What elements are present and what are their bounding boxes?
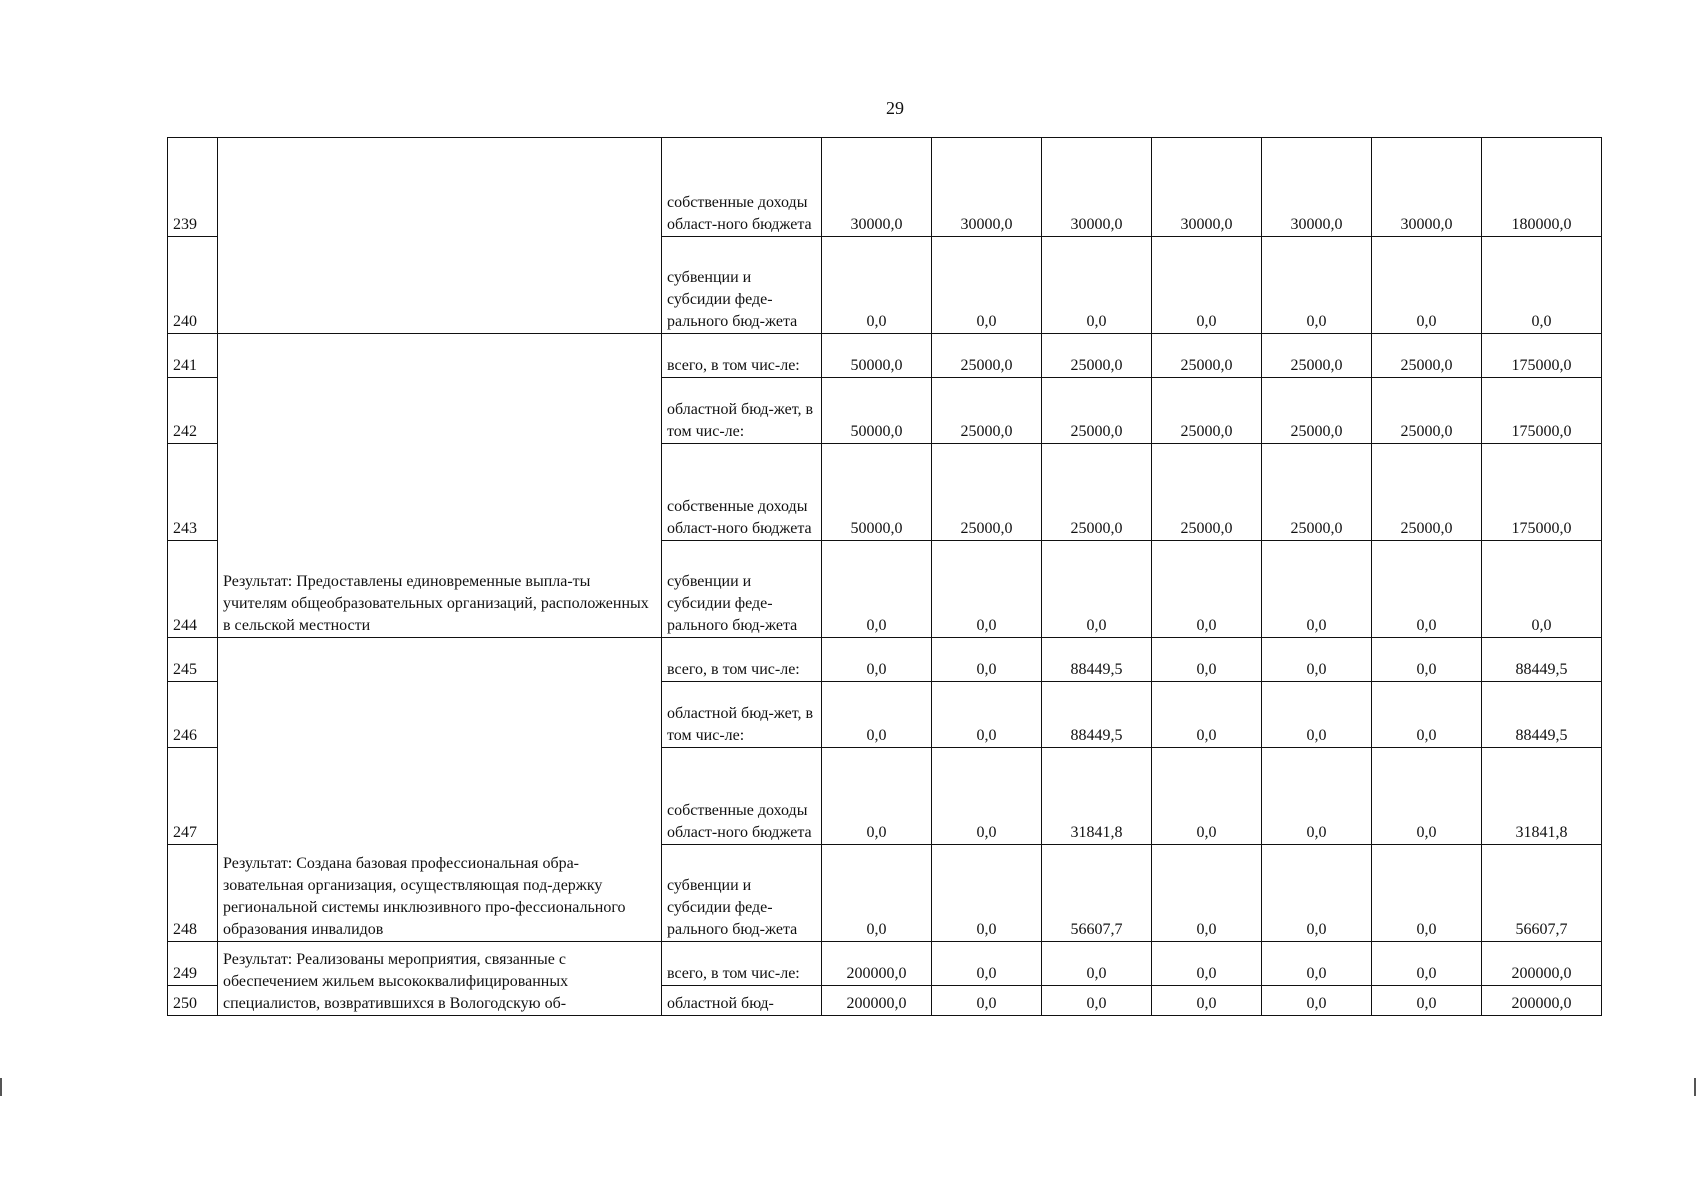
funding-source: всего, в том чис-ле: bbox=[662, 638, 822, 682]
budget-table bbox=[167, 137, 1602, 1016]
total-value-cell: 0,0 bbox=[1482, 541, 1602, 638]
year-value-cell: 0,0 bbox=[1152, 986, 1262, 1016]
result-description: Результат: Реализованы мероприятия, связанные с обеспечением жильем высококвалифицированных специалистов, возвратившихся в Вологодскую об- bbox=[218, 942, 662, 1016]
year-value-cell: 0,0 bbox=[822, 748, 932, 845]
year-value-cell: 56607,7 bbox=[1042, 845, 1152, 942]
year-value-cell: 200000,0 bbox=[822, 986, 932, 1016]
table-row bbox=[168, 942, 1602, 986]
year-value-cell: 0,0 bbox=[932, 541, 1042, 638]
year-value-cell: 0,0 bbox=[1372, 748, 1482, 845]
year-value-cell: 0,0 bbox=[1262, 845, 1372, 942]
year-value-cell: 0,0 bbox=[932, 638, 1042, 682]
year-value-cell: 0,0 bbox=[932, 682, 1042, 748]
funding-source: всего, в том чис-ле: bbox=[662, 334, 822, 378]
year-value-cell: 25000,0 bbox=[1262, 444, 1372, 541]
total-value-cell: 175000,0 bbox=[1482, 444, 1602, 541]
year-value-cell: 0,0 bbox=[1042, 237, 1152, 334]
year-value-cell: 0,0 bbox=[1262, 541, 1372, 638]
page-number: 29 bbox=[886, 98, 904, 118]
year-value-cell: 30000,0 bbox=[1262, 138, 1372, 237]
year-value-cell: 0,0 bbox=[1152, 845, 1262, 942]
year-value-cell: 0,0 bbox=[1152, 541, 1262, 638]
year-value-cell: 25000,0 bbox=[1262, 378, 1372, 444]
year-value-cell: 25000,0 bbox=[1372, 334, 1482, 378]
funding-source: субвенции и субсидии феде-рального бюд-жета bbox=[662, 845, 822, 942]
total-value-cell: 200000,0 bbox=[1482, 986, 1602, 1016]
row-number: 243 bbox=[168, 444, 218, 541]
total-value-cell: 0,0 bbox=[1482, 237, 1602, 334]
year-value-cell: 25000,0 bbox=[932, 444, 1042, 541]
result-description bbox=[218, 138, 662, 334]
year-value-cell: 0,0 bbox=[932, 237, 1042, 334]
year-value-cell: 30000,0 bbox=[1152, 138, 1262, 237]
year-value-cell: 50000,0 bbox=[822, 378, 932, 444]
year-value-cell: 0,0 bbox=[1262, 638, 1372, 682]
year-value-cell: 0,0 bbox=[1042, 942, 1152, 986]
year-value-cell: 50000,0 bbox=[822, 444, 932, 541]
year-value-cell: 25000,0 bbox=[1042, 334, 1152, 378]
year-value-cell: 0,0 bbox=[1372, 845, 1482, 942]
funding-source: областной бюд-жет, в том чис-ле: bbox=[662, 378, 822, 444]
year-value-cell: 25000,0 bbox=[1262, 334, 1372, 378]
year-value-cell: 0,0 bbox=[1372, 682, 1482, 748]
year-value-cell: 88449,5 bbox=[1042, 682, 1152, 748]
year-value-cell: 0,0 bbox=[1372, 237, 1482, 334]
total-value-cell: 88449,5 bbox=[1482, 682, 1602, 748]
year-value-cell: 0,0 bbox=[822, 682, 932, 748]
year-value-cell: 0,0 bbox=[1372, 638, 1482, 682]
year-value-cell: 0,0 bbox=[1372, 986, 1482, 1016]
funding-source: собственные доходы област-ного бюджета bbox=[662, 138, 822, 237]
total-value-cell: 175000,0 bbox=[1482, 378, 1602, 444]
row-number: 244 bbox=[168, 541, 218, 638]
year-value-cell: 25000,0 bbox=[932, 334, 1042, 378]
row-number: 239 bbox=[168, 138, 218, 237]
year-value-cell: 0,0 bbox=[1372, 541, 1482, 638]
row-number: 249 bbox=[168, 942, 218, 986]
result-description: Результат: Создана базовая профессиональная обра-зовательная организация, осуществляющая под-держку региональной системы инклюзивного про-фессионального образования инвалидов bbox=[218, 638, 662, 942]
year-value-cell: 0,0 bbox=[1262, 748, 1372, 845]
year-value-cell: 0,0 bbox=[1262, 682, 1372, 748]
total-value-cell: 31841,8 bbox=[1482, 748, 1602, 845]
year-value-cell: 25000,0 bbox=[1042, 378, 1152, 444]
year-value-cell: 50000,0 bbox=[822, 334, 932, 378]
year-value-cell: 0,0 bbox=[932, 942, 1042, 986]
year-value-cell: 200000,0 bbox=[822, 942, 932, 986]
table-body bbox=[168, 138, 1602, 1016]
year-value-cell: 25000,0 bbox=[1152, 444, 1262, 541]
funding-source: собственные доходы област-ного бюджета bbox=[662, 748, 822, 845]
total-value-cell: 88449,5 bbox=[1482, 638, 1602, 682]
year-value-cell: 0,0 bbox=[822, 237, 932, 334]
year-value-cell: 0,0 bbox=[1262, 942, 1372, 986]
funding-source: субвенции и субсидии феде-рального бюд-жета bbox=[662, 237, 822, 334]
funding-source: областной бюд- bbox=[662, 986, 822, 1016]
year-value-cell: 0,0 bbox=[822, 845, 932, 942]
year-value-cell: 0,0 bbox=[1262, 237, 1372, 334]
funding-source: субвенции и субсидии феде-рального бюд-жета bbox=[662, 541, 822, 638]
year-value-cell: 30000,0 bbox=[1042, 138, 1152, 237]
year-value-cell: 0,0 bbox=[1152, 682, 1262, 748]
year-value-cell: 0,0 bbox=[1042, 986, 1152, 1016]
year-value-cell: 31841,8 bbox=[1042, 748, 1152, 845]
year-value-cell: 25000,0 bbox=[932, 378, 1042, 444]
year-value-cell: 0,0 bbox=[932, 986, 1042, 1016]
scan-edge-mark-right bbox=[1694, 1078, 1696, 1096]
year-value-cell: 25000,0 bbox=[1152, 378, 1262, 444]
year-value-cell: 0,0 bbox=[822, 541, 932, 638]
year-value-cell: 88449,5 bbox=[1042, 638, 1152, 682]
row-number: 247 bbox=[168, 748, 218, 845]
total-value-cell: 175000,0 bbox=[1482, 334, 1602, 378]
funding-source: областной бюд-жет, в том чис-ле: bbox=[662, 682, 822, 748]
year-value-cell: 30000,0 bbox=[932, 138, 1042, 237]
year-value-cell: 0,0 bbox=[932, 845, 1042, 942]
year-value-cell: 30000,0 bbox=[1372, 138, 1482, 237]
total-value-cell: 200000,0 bbox=[1482, 942, 1602, 986]
table-row bbox=[168, 138, 1602, 237]
year-value-cell: 0,0 bbox=[932, 748, 1042, 845]
year-value-cell: 0,0 bbox=[1042, 541, 1152, 638]
year-value-cell: 30000,0 bbox=[822, 138, 932, 237]
row-number: 240 bbox=[168, 237, 218, 334]
year-value-cell: 0,0 bbox=[1152, 237, 1262, 334]
row-number: 250 bbox=[168, 986, 218, 1016]
year-value-cell: 0,0 bbox=[1152, 748, 1262, 845]
funding-source: собственные доходы област-ного бюджета bbox=[662, 444, 822, 541]
year-value-cell: 25000,0 bbox=[1372, 378, 1482, 444]
total-value-cell: 56607,7 bbox=[1482, 845, 1602, 942]
row-number: 246 bbox=[168, 682, 218, 748]
table-row bbox=[168, 334, 1602, 378]
result-description: Результат: Предоставлены единовременные выпла-ты учителям общеобразовательных организаций, расположенных в сельской местности bbox=[218, 334, 662, 638]
row-number: 242 bbox=[168, 378, 218, 444]
year-value-cell: 25000,0 bbox=[1372, 444, 1482, 541]
row-number: 245 bbox=[168, 638, 218, 682]
year-value-cell: 25000,0 bbox=[1042, 444, 1152, 541]
year-value-cell: 0,0 bbox=[1152, 942, 1262, 986]
table-row bbox=[168, 638, 1602, 682]
row-number: 248 bbox=[168, 845, 218, 942]
year-value-cell: 0,0 bbox=[1152, 638, 1262, 682]
year-value-cell: 0,0 bbox=[1262, 986, 1372, 1016]
total-value-cell: 180000,0 bbox=[1482, 138, 1602, 237]
year-value-cell: 0,0 bbox=[1372, 942, 1482, 986]
year-value-cell: 25000,0 bbox=[1152, 334, 1262, 378]
funding-source: всего, в том чис-ле: bbox=[662, 942, 822, 986]
scan-edge-mark-left bbox=[0, 1078, 2, 1096]
row-number: 241 bbox=[168, 334, 218, 378]
year-value-cell: 0,0 bbox=[822, 638, 932, 682]
